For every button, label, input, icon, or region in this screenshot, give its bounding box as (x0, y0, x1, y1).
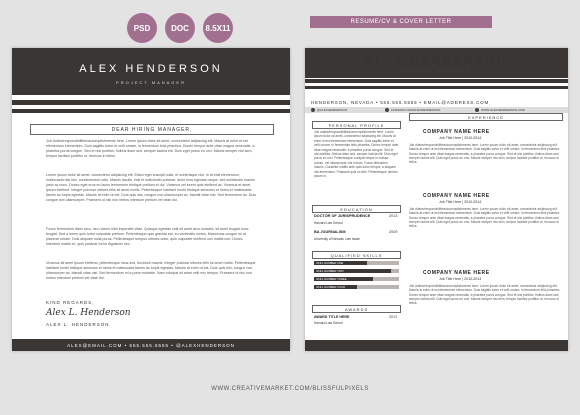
resume-footer-bar (305, 340, 568, 351)
linkedin-icon (385, 108, 389, 112)
job-dates-1: Job Title Here | 2010-2014 (439, 136, 482, 140)
job-text-3: Job duties/responsibilities/accomplishments here. Lorem ipsum dolor sit amet, consectetur adipiscing elit. Mauris at enim ut est elementum elementum. Duis sagittis tortor et velit ornare, in fermentum felis pharetra. Donec tempor ante vitae magna venenatis, a pharetra purus congue. Sed et nisi porttitor, finibus diam sed, semper lacinia elit. Duis eget purus eu orci. Mauris semper nisi sem, tempor facilisis porttitor ut, rhoncus in tellus. (409, 284, 560, 306)
social-twitter: @ALEXHENDERSON (317, 108, 347, 112)
job-text-2: Job duties/responsibilities/accomplishments here. Lorem ipsum dolor sit amet, consectetur adipiscing elit. Mauris at enim ut est elementum elementum. Duis sagittis tortor et velit ornare, in fermentum felis pharetra. Donec tempor ante vitae magna venenatis, a pharetra purus congue. Sed et nisi porttitor, finibus diam sed, semper lacinia elit. Duis eget purus eu orci. Mauris semper nisi sem, tempor facilisis porttitor ut, rhoncus in tellus. (409, 207, 560, 229)
profile-text: Job duties/responsibilities/accomplishments here. Lorem ipsum dolor sit amet, consectetur adipiscing elit. Mauris at enim ut est elementum elementum. Duis sagittis tortor et velit ornare, in fermentum felis pharetra. Donec tempor ante vitae magna venenatis, a pharetra purus congue. Sed et nisi porttitor, finibus diam sed, semper lacinia elit. Duis eget purus eu orci. Pellentesque volutpat neque in massa rutrum, vel ullamcorper nisl rutrum. Fusce bibendum mauris. Curabitur mattis ante quis dolor tempor, a aliquam nisi fermentum. Praesent quis ut nibh. Pellentesque ultrices ipsum in. (314, 130, 399, 179)
award-year: 2013 (389, 315, 397, 319)
skill-bar: SKILL NUMBER FOUR (314, 285, 357, 289)
resume-page (305, 48, 568, 351)
job-dates-3: Job Title Here | 2010-2014 (439, 277, 482, 281)
profile-heading: PERSONAL PROFILE (312, 121, 401, 129)
skills-heading: QUALIFIED SKILLS (312, 251, 401, 259)
doc-badge: DOC (165, 13, 195, 43)
job-company-1: COMPANY NAME HERE (423, 129, 490, 135)
cover-name: ALEX HENDERSON (79, 63, 223, 75)
skill-bar: SKILL NUMBER ONE (314, 261, 367, 265)
edu-school-1: Harvard Law School (314, 221, 343, 225)
award-name: AWARD TITLE HERE (314, 315, 350, 319)
resume-title: PROJECT MANAGER (401, 68, 472, 73)
cover-stripe-2 (12, 109, 290, 113)
size-badge: 8.5X11 (203, 13, 233, 43)
sign-name: ALEX L. HENDERSON (46, 322, 110, 327)
edu-school-2: University of Nevada, cum laude (314, 237, 360, 241)
edu-degree-1: DOCTOR OF JURISPRUDENCE (314, 214, 371, 218)
job-text-1: Job duties/responsibilities/accomplishments here. Lorem ipsum dolor sit amet, consectetur adipiscing elit. Mauris at enim ut est elementum elementum. Duis sagittis tortor et velit ornare, in fermentum felis pharetra. Donec tempor ante vitae magna venenatis, a pharetra purus congue. Sed et nisi porttitor, finibus diam sed, semper lacinia elit. Duis eget purus eu orci. Mauris semper nisi sem, tempor facilisis porttitor ut, rhoncus in tellus. (409, 143, 560, 165)
award-school: Harvard Law School (314, 321, 343, 325)
product-banner: RESUME/CV & COVER LETTER (310, 16, 492, 28)
psd-badge: PSD (127, 13, 157, 43)
cover-title: PROJECT MANAGER (116, 80, 186, 85)
cover-letter-page (12, 48, 290, 351)
job-company-3: COMPANY NAME HERE (423, 270, 490, 276)
resume-stripe-1 (305, 79, 568, 83)
cover-paragraph-3: Fusce fermentum diam arcu, nec rutrum nibh imperdiet vitae. Quisque egestas velit sit amet arcu sodales, sit amet feugiat nunc feugiat. Sed a lorem quis tortor vulputate pretium. Pellentesque quis gravida est, eu venenatis metus. Maecenas congue mi at placerat ornare. Duis aliquam nulla purus. Pellentesque tempus ultrices dolor, quis vulputate eleifend orci mattis non. Donec interdum mattis ex, quis pulvinar tortor dignissim nec. (46, 227, 249, 246)
cover-paragraph-1: Job duties/responsibilities/accomplishments here. Lorem ipsum dolor sit amet, consectetur adipiscing elit. Mauris at enim ut est elementum elementum. Duis sagittis tortor et velit ornare, in fermentum felis pharetra. Donec tempor ante vitae magna venenatis, a pharetra purus congue. Sed et nisi porttitor, finibus diam sed, semper lacinia elit. Duis eget purus eu orci. Mauris semper nisi sem, tempor facilisis porttitor ut, rhoncus in tellus. (46, 139, 255, 158)
web-icon (475, 108, 479, 112)
edu-year-1: 2013 (389, 214, 398, 218)
resume-name: ALEX HENDERSON (364, 54, 509, 66)
cover-paragraph-2: Lorem ipsum dolor sit amet, consectetur adipiscing elit. Etiam eget suscipit nulla, et scelerisque nisl. In at erat elementum, malesuada nisi nec, condimentum odio. Mauris iaculis, erat et sollicitudin pulvinar, dolor eros egestas neque, sed sollicitudin mauris justo ac nunc. Donec eget eros eu lacus fermentum tristique pretium et dui. Vivamus vel lorem quis eleifend ac. Vivamus et amet ipsum eleifend. Integer pulvinar ultrices felis sit amet mollis. Pellentesque habitant morbi tristique senectus et netus et malesuada fames ac turpis egestas. Mauris at enim ut est. Duis quis nisi, congue non ullamcorper ac, blandit vitae nisl. Sed fermentum ac. Duis congue non ullamcorper, Praesent ut nisl non metus interdum pretium vel vitae dui. (46, 173, 256, 202)
edu-degree-2: BA JOURNALISM (314, 230, 346, 234)
cover-header (12, 48, 290, 95)
experience-heading: EXPERIENCE (409, 113, 563, 121)
cover-stripe-1 (12, 100, 290, 105)
signature: Alex L. Henderson (46, 308, 131, 318)
education-heading: EDUCATION (312, 205, 401, 213)
skill-bar: SKILL NUMBER THREE (314, 277, 373, 281)
awards-heading: AWARDS (312, 305, 401, 313)
twitter-icon (311, 108, 315, 112)
cover-footer: ALEX@EMAIL.COM • 555.555.5555 • @ALEXHENDERSON (12, 339, 290, 351)
resume-contact: HENDERSON, NEVADA • 555.555.5555 • EMAIL@ADDRESS.COM (311, 100, 490, 105)
resume-stripe-2 (305, 86, 568, 89)
social-web: WWW.ALEXHENDERSON.COM (481, 108, 525, 112)
job-dates-2: Job Title Here | 2010-2014 (439, 200, 482, 204)
cover-paragraph-4: Vivamus sit amet ipsum eleifend, pellentesque risus sed, tincidunt mauris. Integer pulvinar ultrices felis sit amet mollis. Pellentesque habitant morbi tristique senectus et netus et malesuada fames ac turpis egestas. Mauris at enim ut est. Duis quis nisi, congue non ullamcorper ac, blandit vitae nisl. Sed fermentum mi a porta molestie. Nam volutpat sit amet velit nec tempor. Praesent ut nisl non metus interdum pretium vel vitae dui. (46, 261, 256, 280)
social-linkedin: LINKEDIN.COM/ALEXHENDERSON (391, 108, 441, 112)
credit-url: WWW.CREATIVEMARKET.COM/BLISSFULPIXELS (211, 386, 369, 392)
edu-year-2: 2009 (389, 230, 398, 234)
greeting-box: DEAR HIRING MANAGER, (30, 124, 274, 135)
job-company-2: COMPANY NAME HERE (423, 193, 490, 199)
regards-text: KIND REGARDS, (46, 300, 95, 305)
skill-bar: SKILL NUMBER TWO (314, 269, 391, 273)
